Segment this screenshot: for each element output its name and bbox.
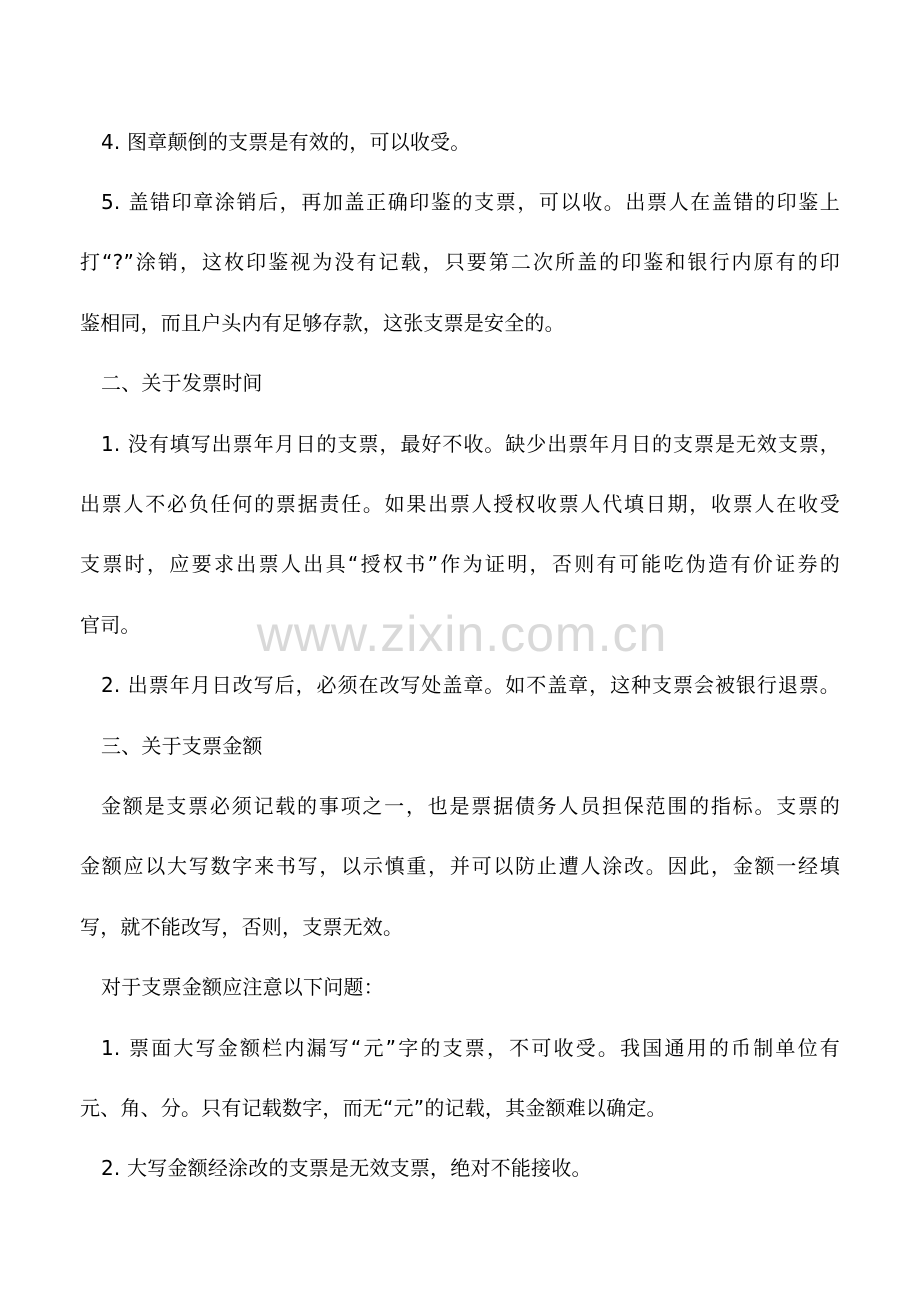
paragraph-line: 金额是支票必须记载的事项之一，也是票据债务人员担保范围的指标。支票的 <box>101 794 840 818</box>
paragraph-line: 官司。 <box>80 613 141 637</box>
paragraph-line: 鉴相同，而且户头内有足够存款，这张支票是安全的。 <box>80 311 565 335</box>
paragraph-line: 出票人不必负任何的票据责任。如果出票人授权收票人代填日期，收票人在收受 <box>80 492 840 516</box>
paragraph-line: 2. 出票年月日改写后，必须在改写处盖章。如不盖章，这种支票会被银行退票。 <box>101 673 840 697</box>
watermark: www.zixin.com.cn <box>256 606 668 662</box>
paragraph-line: 元、角、分。只有记载数字，而无“元”的记载，其金额难以确定。 <box>80 1096 667 1120</box>
paragraph-line: 打“?”涂销，这枚印鉴视为没有记载，只要第二次所盖的印鉴和银行内原有的印 <box>80 250 840 274</box>
paragraph-line: 1. 票面大写金额栏内漏写“元”字的支票，不可收受。我国通用的币制单位有 <box>101 1036 840 1060</box>
paragraph-line: 金额应以大写数字来书写，以示慎重，并可以防止遭人涂改。因此，金额一经填 <box>80 854 840 878</box>
paragraph-line: 写，就不能改写，否则，支票无效。 <box>80 915 404 939</box>
paragraph-line: 4. 图章颠倒的支票是有效的，可以收受。 <box>101 130 471 154</box>
paragraph-line: 5. 盖错印章涂销后，再加盖正确印鉴的支票，可以收。出票人在盖错的印鉴上 <box>101 190 840 214</box>
paragraph-line: 2. 大写金额经涂改的支票是无效支票，绝对不能接收。 <box>101 1156 592 1180</box>
paragraph-line: 对于支票金额应注意以下问题： <box>101 975 384 999</box>
paragraph-line: 支票时，应要求出票人出具“授权书”作为证明，否则有可能吃伪造有价证券的 <box>80 552 840 576</box>
section-heading: 二、关于发票时间 <box>101 371 263 395</box>
section-heading: 三、关于支票金额 <box>101 734 263 758</box>
paragraph-line: 1. 没有填写出票年月日的支票，最好不收。缺少出票年月日的支票是无效支票， <box>101 432 840 456</box>
